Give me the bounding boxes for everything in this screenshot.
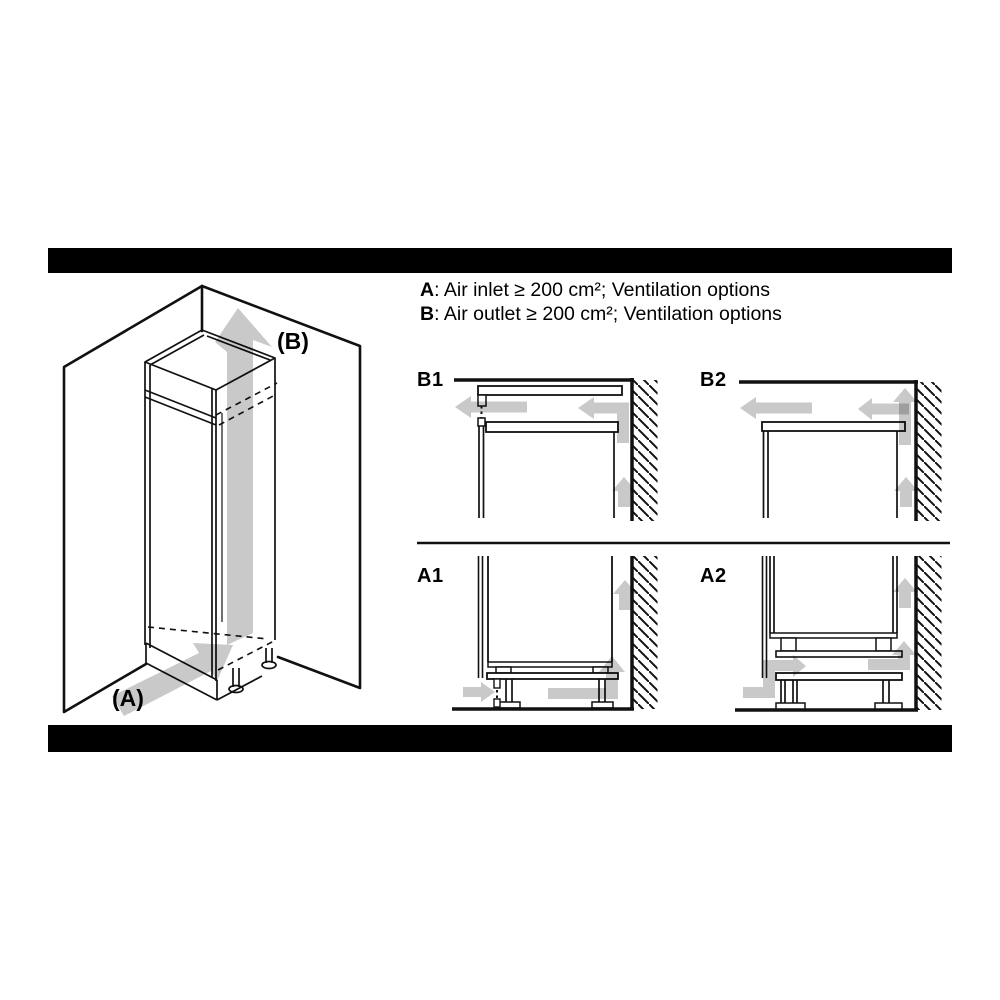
air-outlet-up-arrow [215,308,272,645]
panel-b2-diagram [739,380,942,521]
panel-a1-diagram [452,556,658,709]
panel-label-b1: B1 [417,369,444,391]
a1-wall-hatching [634,556,658,709]
ventilation-legend [420,279,782,326]
panel-label-b2: B2 [700,369,727,391]
panel-label-a2: A2 [700,565,727,587]
overview-inlet-label: (A) [112,685,144,711]
a1-airflow-arrows [463,580,637,702]
niche-overview-diagram [64,286,360,716]
panel-a2-diagram [735,556,942,710]
b2-wall-hatching [918,382,942,521]
legend-text-b: : Air outlet ≥ 200 cm²; Ventilation options [434,302,782,325]
overview-outlet-label: (B) [277,328,309,354]
legend-key-a: A [420,279,435,301]
panel-label-a1: A1 [417,565,444,587]
a2-wall-hatching [918,556,942,710]
legend-line-air-outlet [420,303,782,327]
legend-line-air-inlet [420,279,782,303]
legend-key-b: B [420,302,435,325]
panel-b1-diagram [454,378,658,521]
b1-wall-hatching [634,380,658,521]
legend-text-a: : Air inlet ≥ 200 cm²; Ventilation options [434,279,770,301]
b2-airflow-arrows [740,388,918,507]
